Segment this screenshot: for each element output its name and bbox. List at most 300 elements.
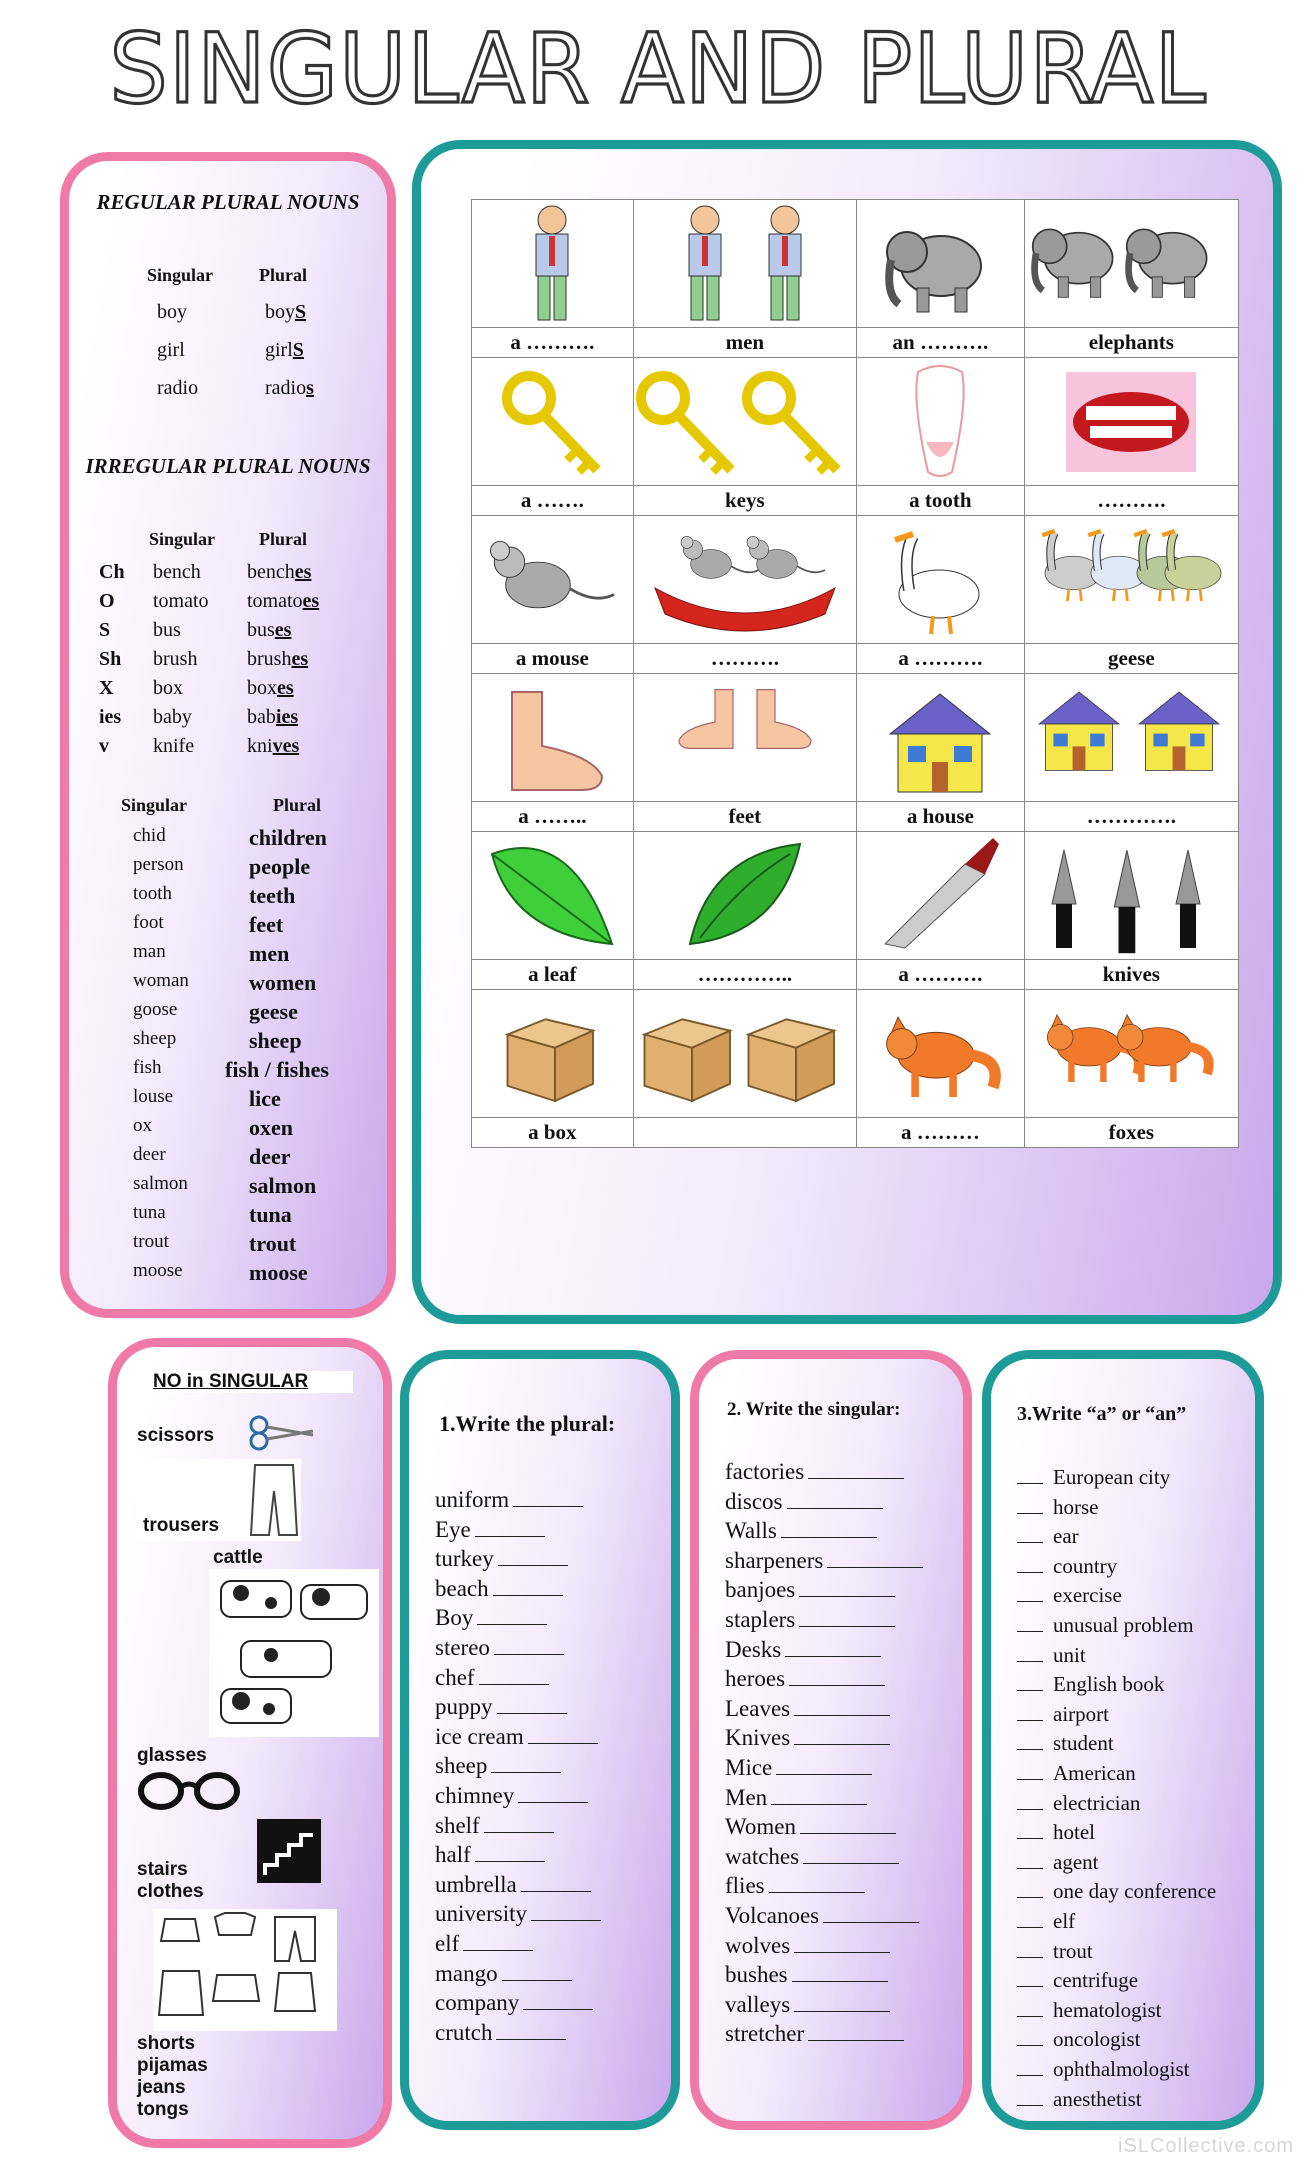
picture-cell: [1024, 358, 1238, 486]
irregular2-singular: person: [133, 854, 184, 875]
exercise-3-title: 3.Write “a” or “an”: [1017, 1403, 1187, 1425]
answer-blank[interactable]: [513, 1489, 583, 1507]
picture-label: a house: [857, 802, 1025, 832]
answer-blank[interactable]: [794, 1994, 890, 2012]
exercise-word: heroes: [725, 1666, 786, 1692]
picture-cell: [633, 516, 856, 644]
knives-icon: [1025, 834, 1238, 958]
irregular2-plural: teeth: [249, 883, 296, 908]
exercise-word: discos: [725, 1488, 783, 1514]
picture-cell: [472, 516, 634, 644]
exercise-item: [725, 1844, 899, 1870]
answer-blank[interactable]: [1017, 1880, 1043, 1898]
answer-blank[interactable]: [1017, 1555, 1043, 1573]
exercise-item: [1017, 1879, 1216, 1904]
glasses-icon: [137, 1765, 241, 1813]
answer-blank[interactable]: [477, 1607, 547, 1625]
house-icon: [857, 676, 1024, 800]
fox-icon: [857, 992, 1024, 1116]
irregular2-singular: chid: [133, 825, 166, 846]
word-tongs: tongs: [137, 2099, 189, 2120]
irregular2-singular: trout: [133, 1231, 169, 1252]
exercise-item: [1017, 1643, 1086, 1668]
exercise-2-title: 2. Write the singular:: [727, 1399, 901, 1420]
exercise-item: [725, 2021, 904, 2047]
answer-blank[interactable]: [803, 1846, 899, 1864]
irregular2-singular: foot: [133, 912, 164, 933]
exercise-word: ophthalmologist: [1053, 2057, 1190, 2081]
exercise-item: [1017, 2087, 1142, 2112]
irregular-plural-stem: bus: [247, 619, 275, 641]
irregular-singular: box: [153, 677, 183, 699]
exercise-word: elf: [435, 1931, 460, 1956]
foxes-icon: [1025, 992, 1238, 1116]
picture-label: geese: [1024, 644, 1238, 674]
answer-blank[interactable]: [787, 1491, 883, 1509]
exercise-word: flies: [725, 1873, 765, 1899]
picture-label: knives: [1024, 960, 1238, 990]
exercise-item: [725, 1755, 872, 1781]
exercise-item: [435, 1576, 563, 1602]
irregular2-singular: fish: [133, 1057, 162, 1078]
exercise-word: Boy: [435, 1605, 474, 1631]
picture-cell: [857, 674, 1025, 802]
regular-plural: [265, 377, 314, 400]
exercise-item: [725, 1548, 923, 1574]
answer-blank[interactable]: [1017, 1466, 1043, 1484]
irregular-key: X: [99, 677, 114, 699]
answer-blank[interactable]: [491, 1755, 561, 1773]
picture-cell: [1024, 674, 1238, 802]
exercise-item: [1017, 1524, 1079, 1549]
exercise-word: half: [435, 1842, 471, 1868]
answer-blank[interactable]: [827, 1550, 923, 1568]
answer-blank[interactable]: [1017, 1762, 1043, 1780]
exercise-item: [435, 1635, 564, 1661]
answer-blank[interactable]: [792, 1964, 888, 1982]
answer-blank[interactable]: [498, 1548, 568, 1566]
picture-cell: [633, 990, 856, 1118]
answer-blank[interactable]: [497, 1696, 567, 1714]
irregular2-plural: men: [249, 941, 290, 966]
trousers-icon: [247, 1461, 301, 1539]
exercise-word: unusual problem: [1053, 1613, 1194, 1637]
watermark: iSLCollective.com: [1118, 2135, 1294, 2157]
exercise-word: puppy: [435, 1694, 493, 1720]
exercise-item: [725, 1873, 865, 1899]
irregular-plural-stem: kni: [247, 735, 273, 757]
exercise-word: English book: [1053, 1672, 1165, 1697]
answer-blank[interactable]: [769, 1875, 865, 1893]
exercise-word: country: [1053, 1553, 1118, 1578]
scissors-icon: [247, 1413, 319, 1453]
exercise-item: [725, 1992, 890, 2018]
exercise-word: electrician: [1053, 1790, 1141, 1815]
exercise-word: mango: [435, 1960, 498, 1986]
answer-blank[interactable]: [502, 1963, 572, 1981]
exercise-word: Knives: [725, 1725, 791, 1751]
irregular-singular: knife: [153, 735, 195, 757]
foot-icon: [472, 676, 633, 800]
irregular-singular: bus: [153, 619, 181, 641]
answer-blank[interactable]: [1017, 2088, 1043, 2106]
answer-blank[interactable]: [794, 1698, 890, 1716]
word-cattle: cattle: [213, 1547, 263, 1568]
exercise-word: stereo: [435, 1635, 490, 1660]
irregular-plural-stem: tomato: [247, 590, 303, 612]
answer-blank[interactable]: [479, 1667, 549, 1685]
answer-blank[interactable]: [496, 2022, 566, 2040]
goose-icon: [857, 518, 1024, 642]
geese-icon: [1025, 518, 1238, 642]
answer-blank[interactable]: [1017, 1703, 1043, 1721]
picture-label: [633, 1118, 856, 1148]
irregular-singular: bench: [153, 561, 201, 583]
irregular2-singular: salmon: [133, 1173, 188, 1194]
word-glasses: glasses: [137, 1745, 207, 1766]
exercise-item: [1017, 1909, 1075, 1934]
irregular-plural-ending: ves: [272, 735, 300, 757]
irregular2-plural: moose: [249, 1260, 308, 1285]
keys-icon: [634, 360, 856, 484]
regular-plural-ending: S: [295, 301, 307, 323]
answer-blank[interactable]: [1017, 2058, 1043, 2076]
exercise-word: Walls: [725, 1518, 777, 1544]
exercise-word: Mice: [725, 1755, 773, 1780]
regular-singular: boy: [157, 301, 187, 323]
picture-cell: [857, 200, 1025, 328]
exercise-word: uniform: [435, 1487, 510, 1512]
picture-label: elephants: [1024, 328, 1238, 358]
regular-plural-ending: s: [306, 377, 314, 399]
exercise-item: [435, 1901, 601, 1927]
irregular2-plural: women: [249, 970, 317, 995]
irregular2-singular: tuna: [133, 1202, 166, 1223]
exercise-item: [725, 1785, 867, 1811]
exercise-item: [435, 1990, 593, 2016]
picture-label: a tooth: [857, 486, 1025, 516]
exercise-item: [725, 1459, 904, 1485]
exercise-word: chef: [435, 1664, 475, 1690]
answer-blank[interactable]: [785, 1639, 881, 1657]
answer-blank[interactable]: [794, 1727, 890, 1745]
word-pijamas: pijamas: [137, 2055, 208, 2076]
cattle-icon: [211, 1571, 377, 1735]
no-singular-heading: NO in SINGULAR: [141, 1371, 353, 1393]
label-row: [472, 1118, 1239, 1148]
irregular2-col-plural: Plural: [273, 795, 321, 815]
exercise-item: [725, 1637, 881, 1663]
answer-blank[interactable]: [1017, 1496, 1043, 1514]
irregular-plural-ending: es: [291, 648, 309, 670]
elephants-icon: [1025, 204, 1238, 324]
exercise-item: [1017, 1998, 1162, 2023]
irregular-plural-ending: es: [302, 590, 320, 612]
picture-label: a ……..: [472, 802, 634, 832]
word-jeans: jeans: [137, 2077, 186, 2098]
picture-label: a ………: [857, 1118, 1025, 1148]
picture-row: [472, 200, 1239, 328]
exercise-word: Eye: [435, 1516, 471, 1542]
picture-cell: [1024, 200, 1238, 328]
answer-blank[interactable]: [799, 1609, 895, 1627]
exercise-item: [725, 1607, 895, 1633]
exercise-word: staplers: [725, 1607, 796, 1632]
exercise-item: [435, 1517, 545, 1543]
exercise-word: shelf: [435, 1812, 480, 1838]
exercise-word: turkey: [435, 1546, 494, 1572]
picture-label: foxes: [1024, 1118, 1238, 1148]
irregular-plural-stem: bab: [247, 706, 276, 728]
answer-blank[interactable]: [1017, 1999, 1043, 2017]
exercise-3-panel: [982, 1350, 1264, 2130]
rules-panel: [60, 152, 396, 1318]
answer-blank[interactable]: [1017, 1614, 1043, 1632]
irregular2-plural: tuna: [249, 1202, 292, 1227]
answer-blank[interactable]: [1017, 1792, 1043, 1810]
regular-col-singular: Singular: [147, 265, 214, 285]
exercise-item: [725, 1666, 885, 1692]
irregular2-singular: goose: [133, 999, 178, 1020]
picture-cell: [472, 832, 634, 960]
exercise-item: [435, 1753, 561, 1779]
answer-blank[interactable]: [518, 1785, 588, 1803]
regular-plural: [265, 339, 304, 362]
irregular-singular: baby: [153, 706, 192, 728]
irregular-key: ies: [99, 706, 122, 728]
irregular-heading: IRREGULAR PLURAL NOUNS: [85, 454, 371, 478]
exercise-item: [435, 1605, 547, 1631]
exercise-item: [725, 1962, 888, 1988]
irregular-plural: [247, 677, 294, 700]
answer-blank[interactable]: [1017, 1940, 1043, 1958]
word-shorts: shorts: [137, 2033, 196, 2054]
irregular2-plural: lice: [249, 1086, 281, 1111]
stairs-icon: [257, 1819, 321, 1883]
regular-plural: [265, 301, 306, 324]
man-icon: [472, 202, 633, 326]
irregular-singular: brush: [153, 648, 198, 670]
word-clothes: clothes: [137, 1881, 204, 1902]
irregular2-plural: people: [249, 854, 311, 879]
exercise-item: [1017, 1613, 1194, 1638]
irregular2-singular: deer: [133, 1144, 166, 1165]
answer-blank[interactable]: [808, 1461, 904, 1479]
label-row: [472, 960, 1239, 990]
exercise-word: oncologist: [1053, 2027, 1141, 2052]
exercise-word: European city: [1053, 1465, 1171, 1489]
answer-blank[interactable]: [1017, 1821, 1043, 1839]
answer-blank[interactable]: [1017, 1732, 1043, 1750]
exercise-word: sharpeners: [725, 1547, 824, 1573]
answer-blank[interactable]: [1017, 1644, 1043, 1662]
irregular-key: Sh: [99, 648, 122, 670]
exercise-item: [435, 1694, 567, 1720]
picture-row: [472, 516, 1239, 644]
answer-blank[interactable]: [463, 1933, 533, 1951]
picture-label: an ……….: [857, 328, 1025, 358]
picture-cell: [1024, 990, 1238, 1118]
men-icon: [634, 202, 856, 326]
exercise-word: chimney: [435, 1783, 515, 1808]
picture-row: [472, 674, 1239, 802]
exercise-word: one day conference: [1053, 1879, 1217, 1904]
answer-blank[interactable]: [1017, 1673, 1043, 1691]
exercise-word: Leaves: [725, 1695, 791, 1721]
regular-plural-stem: girl: [265, 339, 293, 361]
irregular2-plural: salmon: [249, 1173, 317, 1198]
irregular2-plural: deer: [249, 1144, 291, 1169]
word-scissors: scissors: [137, 1425, 215, 1446]
answer-blank[interactable]: [800, 1816, 896, 1834]
exercise-2-panel: [690, 1350, 972, 2130]
picture-cell: [1024, 516, 1238, 644]
knife-icon: [857, 834, 1024, 958]
picture-cell: [633, 358, 856, 486]
picture-label: a ……….: [472, 328, 634, 358]
picture-cell: [857, 358, 1025, 486]
irregular-key: O: [99, 590, 115, 612]
exercise-word: hotel: [1053, 1820, 1095, 1845]
answer-blank[interactable]: [771, 1787, 867, 1805]
exercise-item: [725, 1814, 896, 1840]
exercise-item: [1017, 1850, 1098, 1875]
answer-blank[interactable]: [1017, 1525, 1043, 1543]
exercise-item: [435, 1665, 549, 1691]
answer-blank[interactable]: [823, 1905, 919, 1923]
answer-blank[interactable]: [1017, 1584, 1043, 1602]
picture-cell: [633, 200, 856, 328]
answer-blank[interactable]: [1017, 1851, 1043, 1869]
label-row: [472, 328, 1239, 358]
exercise-item: [1017, 2057, 1190, 2082]
houses-icon: [1025, 676, 1238, 800]
regular-singular: radio: [157, 377, 199, 399]
exercise-item: [1017, 1554, 1117, 1579]
answer-blank[interactable]: [523, 1992, 593, 2010]
irregular-plural: [247, 561, 311, 584]
picture-table: [471, 199, 1239, 1148]
box-icon: [472, 992, 633, 1116]
picture-label: a box: [472, 1118, 634, 1148]
exercise-word: American: [1053, 1761, 1136, 1785]
irregular2-plural: trout: [249, 1231, 297, 1256]
irregular-key: S: [99, 619, 111, 641]
answer-blank[interactable]: [494, 1637, 564, 1655]
answer-blank[interactable]: [1017, 2028, 1043, 2046]
tooth-icon: [857, 362, 1024, 482]
picture-label: men: [633, 328, 856, 358]
irregular-plural-ending: es: [277, 677, 294, 699]
label-row: [472, 644, 1239, 674]
clothes-icon: [155, 1911, 335, 2029]
answer-blank[interactable]: [531, 1903, 601, 1921]
exercise-word: student: [1053, 1731, 1114, 1756]
exercise-word: Men: [725, 1784, 768, 1810]
exercise-item: [435, 1724, 598, 1750]
picture-label: a mouse: [472, 644, 634, 674]
regular-plural-ending: S: [292, 339, 304, 361]
answer-blank[interactable]: [1017, 1910, 1043, 1928]
picture-cell: [472, 674, 634, 802]
exercise-word: beach: [435, 1575, 489, 1601]
picture-cell: [472, 200, 634, 328]
irregular-plural: [247, 648, 308, 671]
exercise-word: airport: [1053, 1701, 1109, 1726]
exercise-item: [725, 1696, 890, 1722]
exercise-word: agent: [1053, 1849, 1099, 1874]
exercise-item: [725, 1518, 877, 1544]
picture-label: keys: [633, 486, 856, 516]
irregular-plural-stem: brush: [247, 648, 292, 670]
answer-blank[interactable]: [484, 1815, 554, 1833]
exercise-item: [435, 2020, 566, 2046]
picture-cell: [857, 832, 1025, 960]
exercise-word: Women: [725, 1814, 796, 1840]
irregular-plural: [247, 590, 319, 613]
picture-cell: [857, 990, 1025, 1118]
exercise-word: banjoes: [725, 1577, 796, 1603]
exercise-word: Desks: [725, 1636, 782, 1662]
answer-blank[interactable]: [794, 1935, 890, 1953]
exercise-word: horse: [1053, 1494, 1099, 1519]
irregular2-plural: feet: [249, 912, 284, 937]
irregular-plural-ending: es: [294, 561, 312, 583]
irregular2-plural: geese: [249, 999, 298, 1024]
answer-blank[interactable]: [1017, 1969, 1043, 1987]
exercise-word: valleys: [725, 1991, 791, 2017]
answer-blank[interactable]: [781, 1520, 877, 1538]
exercise-word: centrifuge: [1053, 1968, 1139, 1993]
exercise-word: anesthetist: [1053, 2086, 1142, 2111]
exercise-item: [1017, 1761, 1136, 1786]
picture-row: [472, 990, 1239, 1118]
picture-row: [472, 832, 1239, 960]
picture-cell: [472, 358, 634, 486]
exercise-word: unit: [1053, 1642, 1086, 1667]
exercise-item: [1017, 1672, 1164, 1697]
page-title: SINGULAR AND PLURAL: [109, 12, 1207, 125]
answer-blank[interactable]: [789, 1668, 885, 1686]
teeth-icon: [1025, 362, 1238, 482]
picture-label: ………….: [1024, 802, 1238, 832]
exercise-word: umbrella: [435, 1871, 517, 1897]
exercise-item: [725, 1903, 919, 1929]
picture-label: ……….: [1024, 486, 1238, 516]
label-row: [472, 802, 1239, 832]
exercise-word: ice cream: [435, 1723, 524, 1749]
answer-blank[interactable]: [475, 1844, 545, 1862]
answer-blank[interactable]: [808, 2023, 904, 2041]
answer-blank[interactable]: [493, 1578, 563, 1596]
answer-blank[interactable]: [776, 1757, 872, 1775]
irregular2-col-singular: Singular: [121, 795, 188, 815]
picture-cell: [1024, 832, 1238, 960]
regular-heading: REGULAR PLURAL NOUNS: [96, 190, 360, 214]
exercise-item: [435, 1783, 588, 1809]
picture-label: a …….: [472, 486, 634, 516]
answer-blank[interactable]: [475, 1519, 545, 1537]
irregular2-plural: oxen: [249, 1115, 293, 1140]
answer-blank[interactable]: [521, 1874, 591, 1892]
answer-blank[interactable]: [799, 1579, 895, 1597]
exercise-item: [435, 1961, 572, 1987]
answer-blank[interactable]: [528, 1726, 598, 1744]
exercise-item: [725, 1933, 890, 1959]
exercise-item: [725, 1725, 890, 1751]
exercise-word: university: [435, 1901, 527, 1927]
exercise-item: [725, 1489, 883, 1515]
